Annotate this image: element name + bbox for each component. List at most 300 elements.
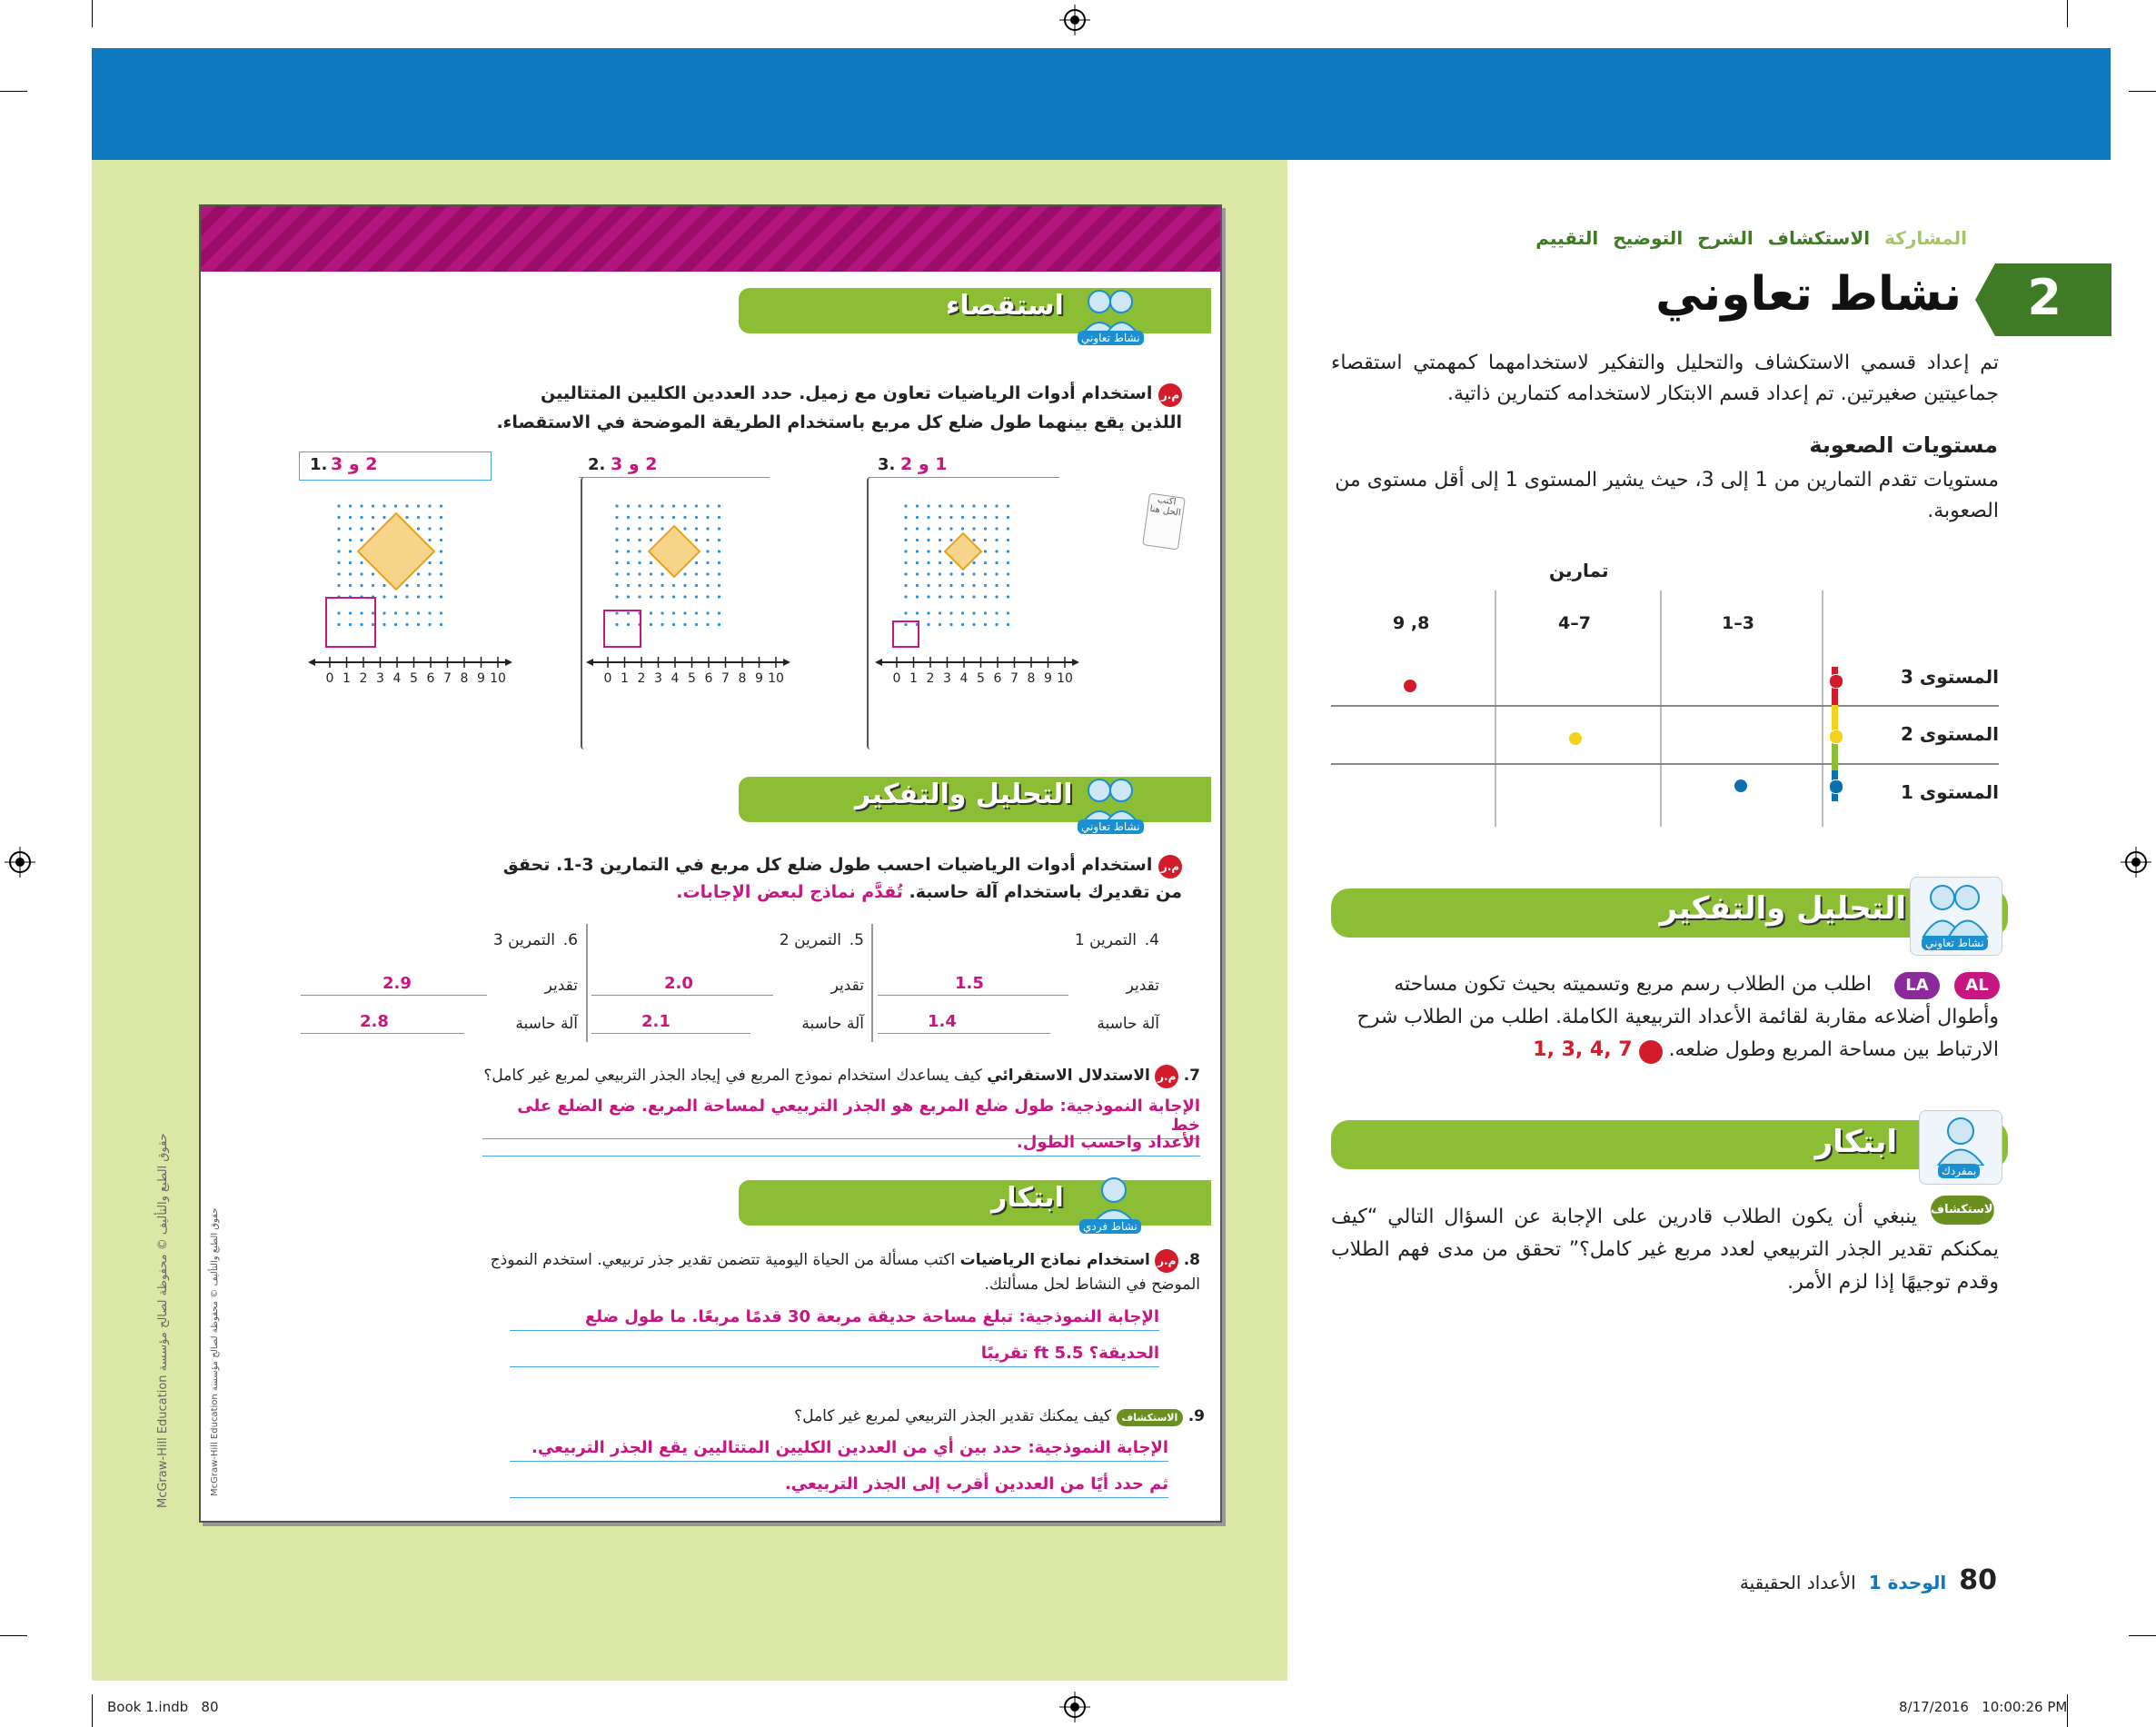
tick-label: 5 xyxy=(977,671,985,686)
row-divider xyxy=(1331,705,1999,707)
crop-mark xyxy=(0,91,27,92)
level-dot-red xyxy=(1829,674,1843,689)
grid-dot xyxy=(949,561,952,564)
grid-dot xyxy=(615,623,618,626)
grid-dot xyxy=(360,516,363,519)
grid-dot xyxy=(916,572,919,575)
grid-dot xyxy=(672,595,675,598)
grid-dot xyxy=(638,504,641,507)
page-footer xyxy=(1740,1564,1997,1596)
grid-dot xyxy=(939,504,941,507)
grid-dot xyxy=(916,539,919,541)
nav-item-explore: الاستكشاف xyxy=(1767,227,1871,249)
grid-dot xyxy=(1007,561,1009,564)
nav-item-elaborate: التوضيح xyxy=(1613,227,1684,249)
grid-dot xyxy=(706,611,709,614)
calculator-label: آلة حاسبة xyxy=(515,1015,578,1033)
grid-dot xyxy=(972,561,975,564)
column-header: 8, 9 xyxy=(1393,613,1430,633)
create-header-title: ابتكار xyxy=(991,1182,1064,1214)
grid-dot xyxy=(428,572,431,575)
grid-dot xyxy=(337,611,340,614)
arrow-right-icon xyxy=(783,659,790,666)
grid-dot xyxy=(650,516,652,519)
analysis-body: اطلب من الطلاب رسم مربع وتسميته بحيث تكون مساحته وأطوال أضلاعه مقاربة لقائمة الأعداد التربيعية الكاملة. اطلب من الطلاب شرح الارتباط بين مساحة المربع وطول ضلعه. xyxy=(1356,973,1999,1061)
grid-dot xyxy=(961,595,964,598)
exercise-number: 2. xyxy=(588,455,606,474)
grid-dot xyxy=(440,595,442,598)
question-7 xyxy=(473,1065,1200,1088)
grid-dot xyxy=(949,539,952,541)
grid-dot xyxy=(939,550,941,552)
grid-dot xyxy=(615,516,618,519)
grid-dot xyxy=(718,527,720,530)
mathematical-practice-icon: م.ر xyxy=(1155,1065,1178,1088)
grid-dot xyxy=(337,584,340,587)
grid-dot xyxy=(939,561,941,564)
grid-dot xyxy=(939,572,941,575)
grid-dot xyxy=(337,623,340,626)
grid-dot xyxy=(939,584,941,587)
grid-dot xyxy=(706,561,709,564)
grid-dot xyxy=(372,584,374,587)
grid-dot xyxy=(949,516,952,519)
calculator-line xyxy=(591,1033,750,1034)
mathematical-practice-icon: م.ر xyxy=(1155,1249,1178,1273)
grid-dot xyxy=(360,584,363,587)
grid-dot xyxy=(627,623,630,626)
grid-dot xyxy=(405,584,408,587)
grid-dot xyxy=(405,516,408,519)
arrow-right-icon xyxy=(505,659,512,666)
copyright-vertical: McGraw-Hill Education حقوق الطبع والتأليف © محفوظة لصالح مؤسسة xyxy=(210,1207,220,1496)
grid-dot xyxy=(337,561,340,564)
grid-dot xyxy=(961,527,964,530)
grid-dot xyxy=(961,623,964,626)
grid-dot xyxy=(972,584,975,587)
grid-dot xyxy=(939,595,941,598)
grid-dot xyxy=(904,584,907,587)
grid-dot xyxy=(405,504,408,507)
calculator-value: 2.1 xyxy=(641,1012,671,1031)
tick-label: 0 xyxy=(325,671,334,686)
grid-dot xyxy=(440,572,442,575)
grid-dot xyxy=(349,550,352,552)
grid-dot xyxy=(972,595,975,598)
calculator-value: 2.8 xyxy=(360,1012,389,1031)
grid-dot xyxy=(972,527,975,530)
grid-dot xyxy=(627,584,630,587)
grid-dot xyxy=(672,516,675,519)
table-title: تمارين xyxy=(1549,560,1609,581)
grid-dot xyxy=(683,572,686,575)
estimate-label: تقدير xyxy=(544,977,578,995)
grid-dot xyxy=(349,561,352,564)
activity-badge: نشاط تعاوني xyxy=(1922,936,1988,950)
tick-label: 6 xyxy=(426,671,435,686)
grid-dot xyxy=(995,516,998,519)
level-dot-blue xyxy=(1734,779,1747,792)
grid-dot xyxy=(360,611,363,614)
grid-dot xyxy=(428,595,431,598)
grid-dot xyxy=(428,584,431,587)
grid-dot xyxy=(695,595,698,598)
grid-dot xyxy=(904,516,907,519)
nav-item-engage: المشاركة xyxy=(1884,227,1967,249)
grid-dot xyxy=(706,584,709,587)
print-stamp: 8/17/2016 10:00:26 PM xyxy=(1899,1699,2068,1715)
calculator-line xyxy=(878,1033,1050,1034)
grid-dot xyxy=(615,550,618,552)
grid-dot xyxy=(706,504,709,507)
estimate-value: 2.0 xyxy=(664,974,693,993)
grid-dot xyxy=(372,572,374,575)
registration-mark-icon xyxy=(2121,847,2151,878)
section-title: نشاط تعاوني xyxy=(1655,267,1962,322)
arrow-right-icon xyxy=(1072,659,1079,666)
grid-dot xyxy=(995,623,998,626)
grid-dot xyxy=(650,623,652,626)
question-number: 8. xyxy=(1183,1251,1200,1269)
grid-dot xyxy=(706,539,709,541)
grid-dot xyxy=(672,623,675,626)
grid-dot xyxy=(615,539,618,541)
arrow-left-icon xyxy=(586,659,593,666)
tick-label: 5 xyxy=(688,671,696,686)
tick-label: 4 xyxy=(959,671,969,686)
grid-dot xyxy=(417,572,420,575)
calculator-value: 1.4 xyxy=(928,1012,957,1031)
grid-dot xyxy=(650,611,652,614)
answer-line-1: الإجابة النموذجية: حدد بين أي من العددين الكليين المتتاليين يقع الجذر التربيعي. xyxy=(510,1438,1168,1462)
exercise-number: 3. xyxy=(878,455,896,474)
grid-dot xyxy=(904,527,907,530)
grid-dot xyxy=(927,595,929,598)
estimate-line xyxy=(301,995,487,996)
tick-label: 0 xyxy=(892,671,901,686)
grid-dot xyxy=(360,527,363,530)
tick-label: 9 xyxy=(1044,671,1052,686)
grid-dot xyxy=(939,516,941,519)
tilted-square xyxy=(358,513,434,590)
tick-label: 2 xyxy=(359,671,368,686)
grid-dot xyxy=(627,539,630,541)
grid-dot xyxy=(683,623,686,626)
tag-la: LA xyxy=(1894,972,1940,999)
grid-dot xyxy=(939,623,941,626)
grid-dot xyxy=(428,527,431,530)
crop-mark xyxy=(92,0,93,27)
write-here-note xyxy=(1142,492,1186,550)
grid-dot xyxy=(972,623,975,626)
analysis-header-title: التحليل والتفكير xyxy=(855,779,1073,810)
item-exercise: التمرين 1 xyxy=(1074,931,1137,949)
grid-dot xyxy=(1007,539,1009,541)
grid-dot xyxy=(984,623,987,626)
grid-dot xyxy=(904,572,907,575)
crop-mark xyxy=(2129,1635,2156,1636)
mathematical-practice-icon: م.ر xyxy=(1639,1040,1663,1064)
grid-dot xyxy=(394,623,397,626)
grid-dot xyxy=(683,527,686,530)
instruction-text: استخدام أدوات الرياضيات تعاون مع زميل. حدد العددين الكليين المتتاليين اللذين يقع بينهما طول ضلع كل مربع باستخدام الطريقة الموضحة في الاستقصاء. xyxy=(496,383,1182,432)
grid-dot xyxy=(627,516,630,519)
question-number: 9. xyxy=(1187,1407,1205,1425)
instruction-text: استخدام أدوات الرياضيات احسب طول ضلع كل مربع في التمارين 3-1. تحقق من تقديرك باستخدام آلة حاسبة. xyxy=(502,855,1182,902)
dot-grid-figures xyxy=(201,206,1220,751)
grid-dot xyxy=(440,611,442,614)
grid-dot xyxy=(961,611,964,614)
grid-dot xyxy=(428,539,431,541)
tick-label: 4 xyxy=(392,671,402,686)
column-divider xyxy=(586,924,588,1042)
tick-label: 1 xyxy=(909,671,918,686)
registration-mark-icon xyxy=(5,847,35,878)
tick-label: 3 xyxy=(943,671,951,686)
grid-dot xyxy=(718,572,720,575)
question-heading: الاستدلال الاستقرائي xyxy=(987,1067,1150,1085)
column-header: 1–3 xyxy=(1722,613,1754,633)
grid-dot xyxy=(650,504,652,507)
grid-dot xyxy=(638,527,641,530)
question-heading: استخدام نماذج الرياضيات xyxy=(959,1251,1150,1269)
grid-dot xyxy=(939,527,941,530)
grid-dot xyxy=(383,516,385,519)
file-slug: Book 1.indb 80 xyxy=(107,1699,219,1715)
grid-dot xyxy=(615,611,618,614)
crop-mark xyxy=(92,1694,93,1727)
grid-dot xyxy=(638,539,641,541)
item-number: 5. xyxy=(849,931,864,949)
grid-dot xyxy=(372,516,374,519)
grid-dot xyxy=(1007,623,1009,626)
estimate-item xyxy=(878,924,1159,1051)
grid-dot xyxy=(916,516,919,519)
question-text: كيف يساعدك استخدام نموذج المربع في إيجاد الجذر التربيعي لمربع غير كامل؟ xyxy=(483,1067,982,1085)
grid-dot xyxy=(627,572,630,575)
grid-dot xyxy=(949,504,952,507)
grid-dot xyxy=(428,611,431,614)
grid-dot xyxy=(718,595,720,598)
estimate-value: 1.5 xyxy=(955,974,984,993)
question-text: اكتب مسألة من الحياة اليومية تتضمن تقدير جذر تربيعي. استخدم النموذج الموضح في النشاط لحل مسألتك. xyxy=(490,1251,1200,1294)
grid-dot xyxy=(961,572,964,575)
people-icon xyxy=(1910,877,2002,956)
grid-dot xyxy=(638,550,641,552)
row-label: المستوى 1 xyxy=(1900,781,1999,803)
grid-dot xyxy=(995,550,998,552)
grid-dot xyxy=(428,504,431,507)
arrow-left-icon xyxy=(875,659,882,666)
crop-mark xyxy=(2067,0,2068,27)
grid-dot xyxy=(916,550,919,552)
exercise-number: 1. xyxy=(310,455,328,474)
activity-badge: بمفردك xyxy=(1938,1164,1980,1178)
grid-dot xyxy=(440,539,442,541)
grid-dot xyxy=(995,611,998,614)
mathematical-practice-icon: م.ر xyxy=(1158,855,1182,878)
grid-dot xyxy=(383,584,385,587)
grid-dot xyxy=(349,623,352,626)
grid-dot xyxy=(383,611,385,614)
grid-dot xyxy=(405,611,408,614)
exercise-answer: 2 و 3 xyxy=(611,454,658,474)
answer-line-1: الإجابة النموذجية: تبلغ مساحة حديقة مربعة 30 قدمًا مربعًا. ما طول ضلع xyxy=(510,1307,1159,1331)
grid-dot xyxy=(349,504,352,507)
grid-dot xyxy=(1007,527,1009,530)
grid-dot xyxy=(1007,595,1009,598)
person-icon xyxy=(1078,1172,1150,1240)
grid-dot xyxy=(440,527,442,530)
question-text: كيف يمكنك تقدير الجذر التربيعي لمربع غير كامل؟ xyxy=(794,1407,1112,1425)
grid-dot xyxy=(440,561,442,564)
grid-dot xyxy=(916,504,919,507)
grid-dot xyxy=(349,572,352,575)
grid-dot xyxy=(949,572,952,575)
grid-dot xyxy=(360,561,363,564)
calculator-line xyxy=(301,1033,464,1034)
grid-dot xyxy=(718,584,720,587)
grid-dot xyxy=(360,504,363,507)
unit-square xyxy=(326,598,375,647)
grid-dot xyxy=(394,504,397,507)
tick-label: 2 xyxy=(637,671,646,686)
activity-badge: نشاط تعاوني xyxy=(1078,819,1144,834)
grid-dot xyxy=(349,527,352,530)
grid-dot xyxy=(927,539,929,541)
analysis-instructions xyxy=(492,851,1182,906)
answer-line-2: الحديقة؟ 5.5 ft تقريبًا xyxy=(510,1344,1159,1367)
grid-dot xyxy=(638,584,641,587)
grid-dot xyxy=(706,516,709,519)
grid-dot xyxy=(672,504,675,507)
grid-dot xyxy=(972,516,975,519)
grid-dot xyxy=(661,572,663,575)
grid-dot xyxy=(661,516,663,519)
grid-dot xyxy=(916,527,919,530)
grid-dot xyxy=(1007,550,1009,552)
tag-al: AL xyxy=(1954,972,2000,999)
grid-dot xyxy=(661,504,663,507)
grid-dot xyxy=(638,561,641,564)
tilted-square xyxy=(945,533,981,570)
grid-dot xyxy=(337,527,340,530)
tick-label: 6 xyxy=(704,671,713,686)
registration-mark-icon xyxy=(1059,5,1090,35)
grid-dot xyxy=(405,595,408,598)
grid-dot xyxy=(1007,572,1009,575)
grid-dot xyxy=(615,572,618,575)
activity-badge: نشاط فردي xyxy=(1079,1219,1141,1234)
grid-dot xyxy=(949,527,952,530)
grid-dot xyxy=(650,572,652,575)
grid-dot xyxy=(627,504,630,507)
grid-dot xyxy=(683,611,686,614)
tick-label: 8 xyxy=(1027,671,1036,686)
analysis-refs: 1, 3, 4, 7 xyxy=(1533,1038,1633,1061)
column-divider xyxy=(1822,591,1823,827)
grid-dot xyxy=(349,611,352,614)
question-8 xyxy=(473,1248,1200,1296)
grid-dot xyxy=(916,611,919,614)
grid-dot xyxy=(405,623,408,626)
grid-dot xyxy=(627,561,630,564)
item-number: 6. xyxy=(562,931,578,949)
grid-dot xyxy=(972,611,975,614)
grid-dot xyxy=(927,611,929,614)
tick-label: 7 xyxy=(1010,671,1018,686)
estimate-label: تقدير xyxy=(830,977,864,995)
tick-label: 10 xyxy=(1057,671,1073,686)
question-9 xyxy=(473,1407,1205,1426)
level-dot-yellow xyxy=(1569,732,1582,745)
grid-dot xyxy=(337,516,340,519)
grid-dot xyxy=(440,504,442,507)
grid-dot xyxy=(939,611,941,614)
level-dot-blue xyxy=(1829,779,1843,794)
grid-dot xyxy=(683,504,686,507)
grid-dot xyxy=(372,504,374,507)
grid-dot xyxy=(337,504,340,507)
create-text: ينبغي أن يكون الطلاب قادرين على الإجابة عن السؤال التالي “كيف يمكنكم تقدير الجذر التربيعي لعدد مربع غير كامل؟” تحقق من مدى فهم الطلاب وقدم توجيهًا إذا لزم الأمر. xyxy=(1331,1206,1999,1294)
grid-dot xyxy=(695,539,698,541)
grid-dot xyxy=(706,595,709,598)
grid-dot xyxy=(984,611,987,614)
analysis-text xyxy=(1331,968,1999,1067)
grid-dot xyxy=(706,550,709,552)
tick-label: 10 xyxy=(768,671,784,686)
tick-label: 6 xyxy=(993,671,1002,686)
grid-dot xyxy=(428,516,431,519)
grid-dot xyxy=(995,561,998,564)
grid-dot xyxy=(661,611,663,614)
grid-dot xyxy=(927,623,929,626)
grid-dot xyxy=(695,572,698,575)
sample-answers-note: تُقدَّم نماذج لبعض الإجابات. xyxy=(676,882,903,902)
mathematical-practice-icon: م.ر xyxy=(1158,383,1182,407)
tick-label: 10 xyxy=(490,671,506,686)
grid-dot xyxy=(916,595,919,598)
grid-dot xyxy=(1007,611,1009,614)
estimate-line xyxy=(878,995,1068,996)
unit-title: الأعداد الحقيقية xyxy=(1739,1572,1856,1593)
grid-dot xyxy=(995,572,998,575)
item-exercise: التمرين 3 xyxy=(492,931,555,949)
grid-dot xyxy=(650,561,652,564)
grid-dot xyxy=(984,595,987,598)
answer-line-1: الإجابة النموذجية: طول ضلع المربع هو الجذر التربيعي لمساحة المربع. ضع الضلع على خط xyxy=(482,1097,1200,1139)
grid-dot xyxy=(683,595,686,598)
grid-dot xyxy=(417,527,420,530)
grid-dot xyxy=(984,561,987,564)
estimate-value: 2.9 xyxy=(383,974,412,993)
grid-dot xyxy=(615,561,618,564)
explore-tag-icon: الاستكشاف xyxy=(1117,1409,1184,1426)
grid-dot xyxy=(661,584,663,587)
grid-dot xyxy=(927,584,929,587)
column-divider xyxy=(1660,591,1662,827)
grid-dot xyxy=(638,516,641,519)
difficulty-table xyxy=(1331,545,1999,836)
grid-dot xyxy=(440,584,442,587)
grid-dot xyxy=(440,516,442,519)
grid-dot xyxy=(417,595,420,598)
grid-dot xyxy=(428,623,431,626)
estimate-item xyxy=(591,924,864,1051)
crop-mark xyxy=(2129,91,2156,92)
answer-line-2: ثم حدد أيًا من العددين أقرب إلى الجذر التربيعي. xyxy=(510,1474,1168,1498)
estimate-label: تقدير xyxy=(1126,977,1159,995)
